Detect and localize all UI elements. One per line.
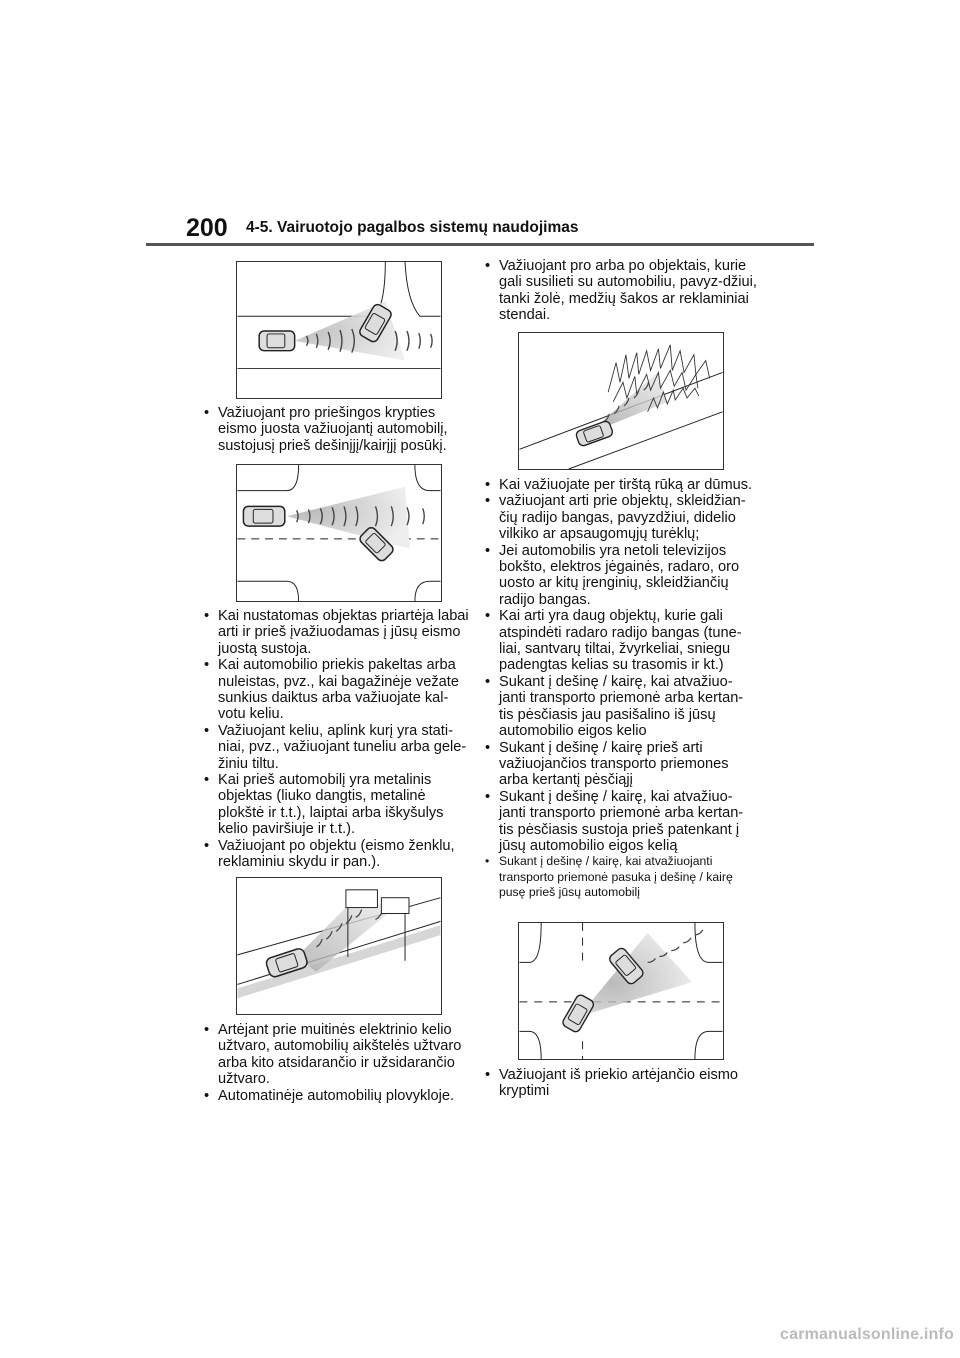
list-item-small: • Sukant į dešinę / kairę, kai atvažiuojanti transporto priemonė pasuka į dešinę / kairę pusę prieš jūsų automobilį bbox=[483, 854, 757, 900]
header-divider bbox=[146, 243, 814, 246]
list-item: • Kai prieš automobilį yra metalinis objektas (liuko dangtis, metalinė plokštė ir t.t.), laiptai arba iškyšulys kelio paviršiuje ir t.t.). bbox=[202, 772, 474, 838]
list-item: • Važiuojant pro arba po objektais, kurie gali susilieti su automobiliu, pavyz-džiui, tanki žolė, medžių šakos ar reklaminiai stendai. bbox=[483, 258, 757, 324]
list-item: • Kai važiuojate per tirštą rūką ar dūmus. bbox=[483, 477, 757, 493]
list-item: • Važiuojant iš priekio artėjančio eismo kryptimi bbox=[483, 1067, 757, 1100]
intersection-turn-illustration bbox=[518, 922, 724, 1060]
list-item: • Automatinėje automobilių plovykloje. bbox=[202, 1088, 474, 1104]
oncoming-car-turn-illustration bbox=[236, 261, 442, 399]
list-item: • Artėjant prie muitinės elektrinio kelio užtvaro, automobilių aikštelės užtvaro arba kito atsidarančio ir užsidarančio užtvaro. bbox=[202, 1022, 474, 1088]
left-text-group-3 bbox=[202, 1022, 474, 1104]
left-text-group-1 bbox=[202, 405, 474, 454]
list-item: • Kai nustatomas objektas priartėja labai arti ir prieš įvažiuodamas į jūsų eismo juostą sustoja. bbox=[202, 608, 474, 657]
list-item: • Važiuojant po objektu (eismo ženklu, reklaminiu skydu ir pan.). bbox=[202, 838, 474, 871]
list-item: • Sukant į dešinę / kairę prieš arti važiuojančios transporto priemones arba kertantį pėsčiąjį bbox=[483, 740, 757, 789]
right-text-group-1 bbox=[483, 258, 757, 324]
list-item: • Kai arti yra daug objektų, kurie gali atspindėti radaro radijo bangas (tune-liai, santvarų tiltai, žvyrkeliai, sniegu padengtas kelias su trasomis ir kt.) bbox=[483, 608, 757, 674]
left-text-group-2 bbox=[202, 608, 474, 871]
list-item: • Važiuojant pro priešingos krypties eismo juosta važiuojantį automobilį, sustojusį prieš dešinįjį/kairįjį posūkį. bbox=[202, 405, 474, 454]
list-item: • Sukant į dešinę / kairę, kai atvažiuo-janti transporto priemonė arba kertan-tis pėsčiasis jau pasišalino iš jūsų automobilio eigos kelio bbox=[483, 674, 757, 740]
right-text-group-2 bbox=[483, 477, 757, 901]
list-item: • važiuojant arti prie objektų, skleidžian-čių radijo bangas, pavyzdžiui, didelio vilkiko ar apsaugomųjų turėklų; bbox=[483, 493, 757, 542]
approaching-object-illustration bbox=[236, 464, 442, 602]
vegetation-illustration bbox=[518, 332, 724, 470]
list-item: • Kai automobilio priekis pakeltas arba nuleistas, pvz., kai bagažinėje vežate sunkius daiktus arba važiuojate kal-votu keliu. bbox=[202, 657, 474, 723]
list-item: • Jei automobilis yra netoli televizijos bokšto, elektros jėgainės, radaro, oro uosto ar kitų įrenginių, skleidžiančių radijo bangas. bbox=[483, 543, 757, 609]
list-item: • Važiuojant keliu, aplink kurį yra stati-niai, pvz., važiuojant tuneliu arba gele-žiniu tiltu. bbox=[202, 723, 474, 772]
list-item: • Sukant į dešinę / kairę, kai atvažiuo-janti transporto priemonė arba kertan-tis pėsčiasis sustoja prieš patenkant į jūsų automobilio eigos kelią bbox=[483, 789, 757, 855]
right-text-group-3 bbox=[483, 1067, 757, 1100]
watermark: carmanualsonline.info bbox=[780, 1326, 955, 1343]
page-number: 200 bbox=[186, 214, 228, 242]
section-title: 4-5. Vairuotojo pagalbos sistemų naudojimas bbox=[246, 219, 579, 236]
overhead-sign-illustration bbox=[236, 877, 442, 1015]
